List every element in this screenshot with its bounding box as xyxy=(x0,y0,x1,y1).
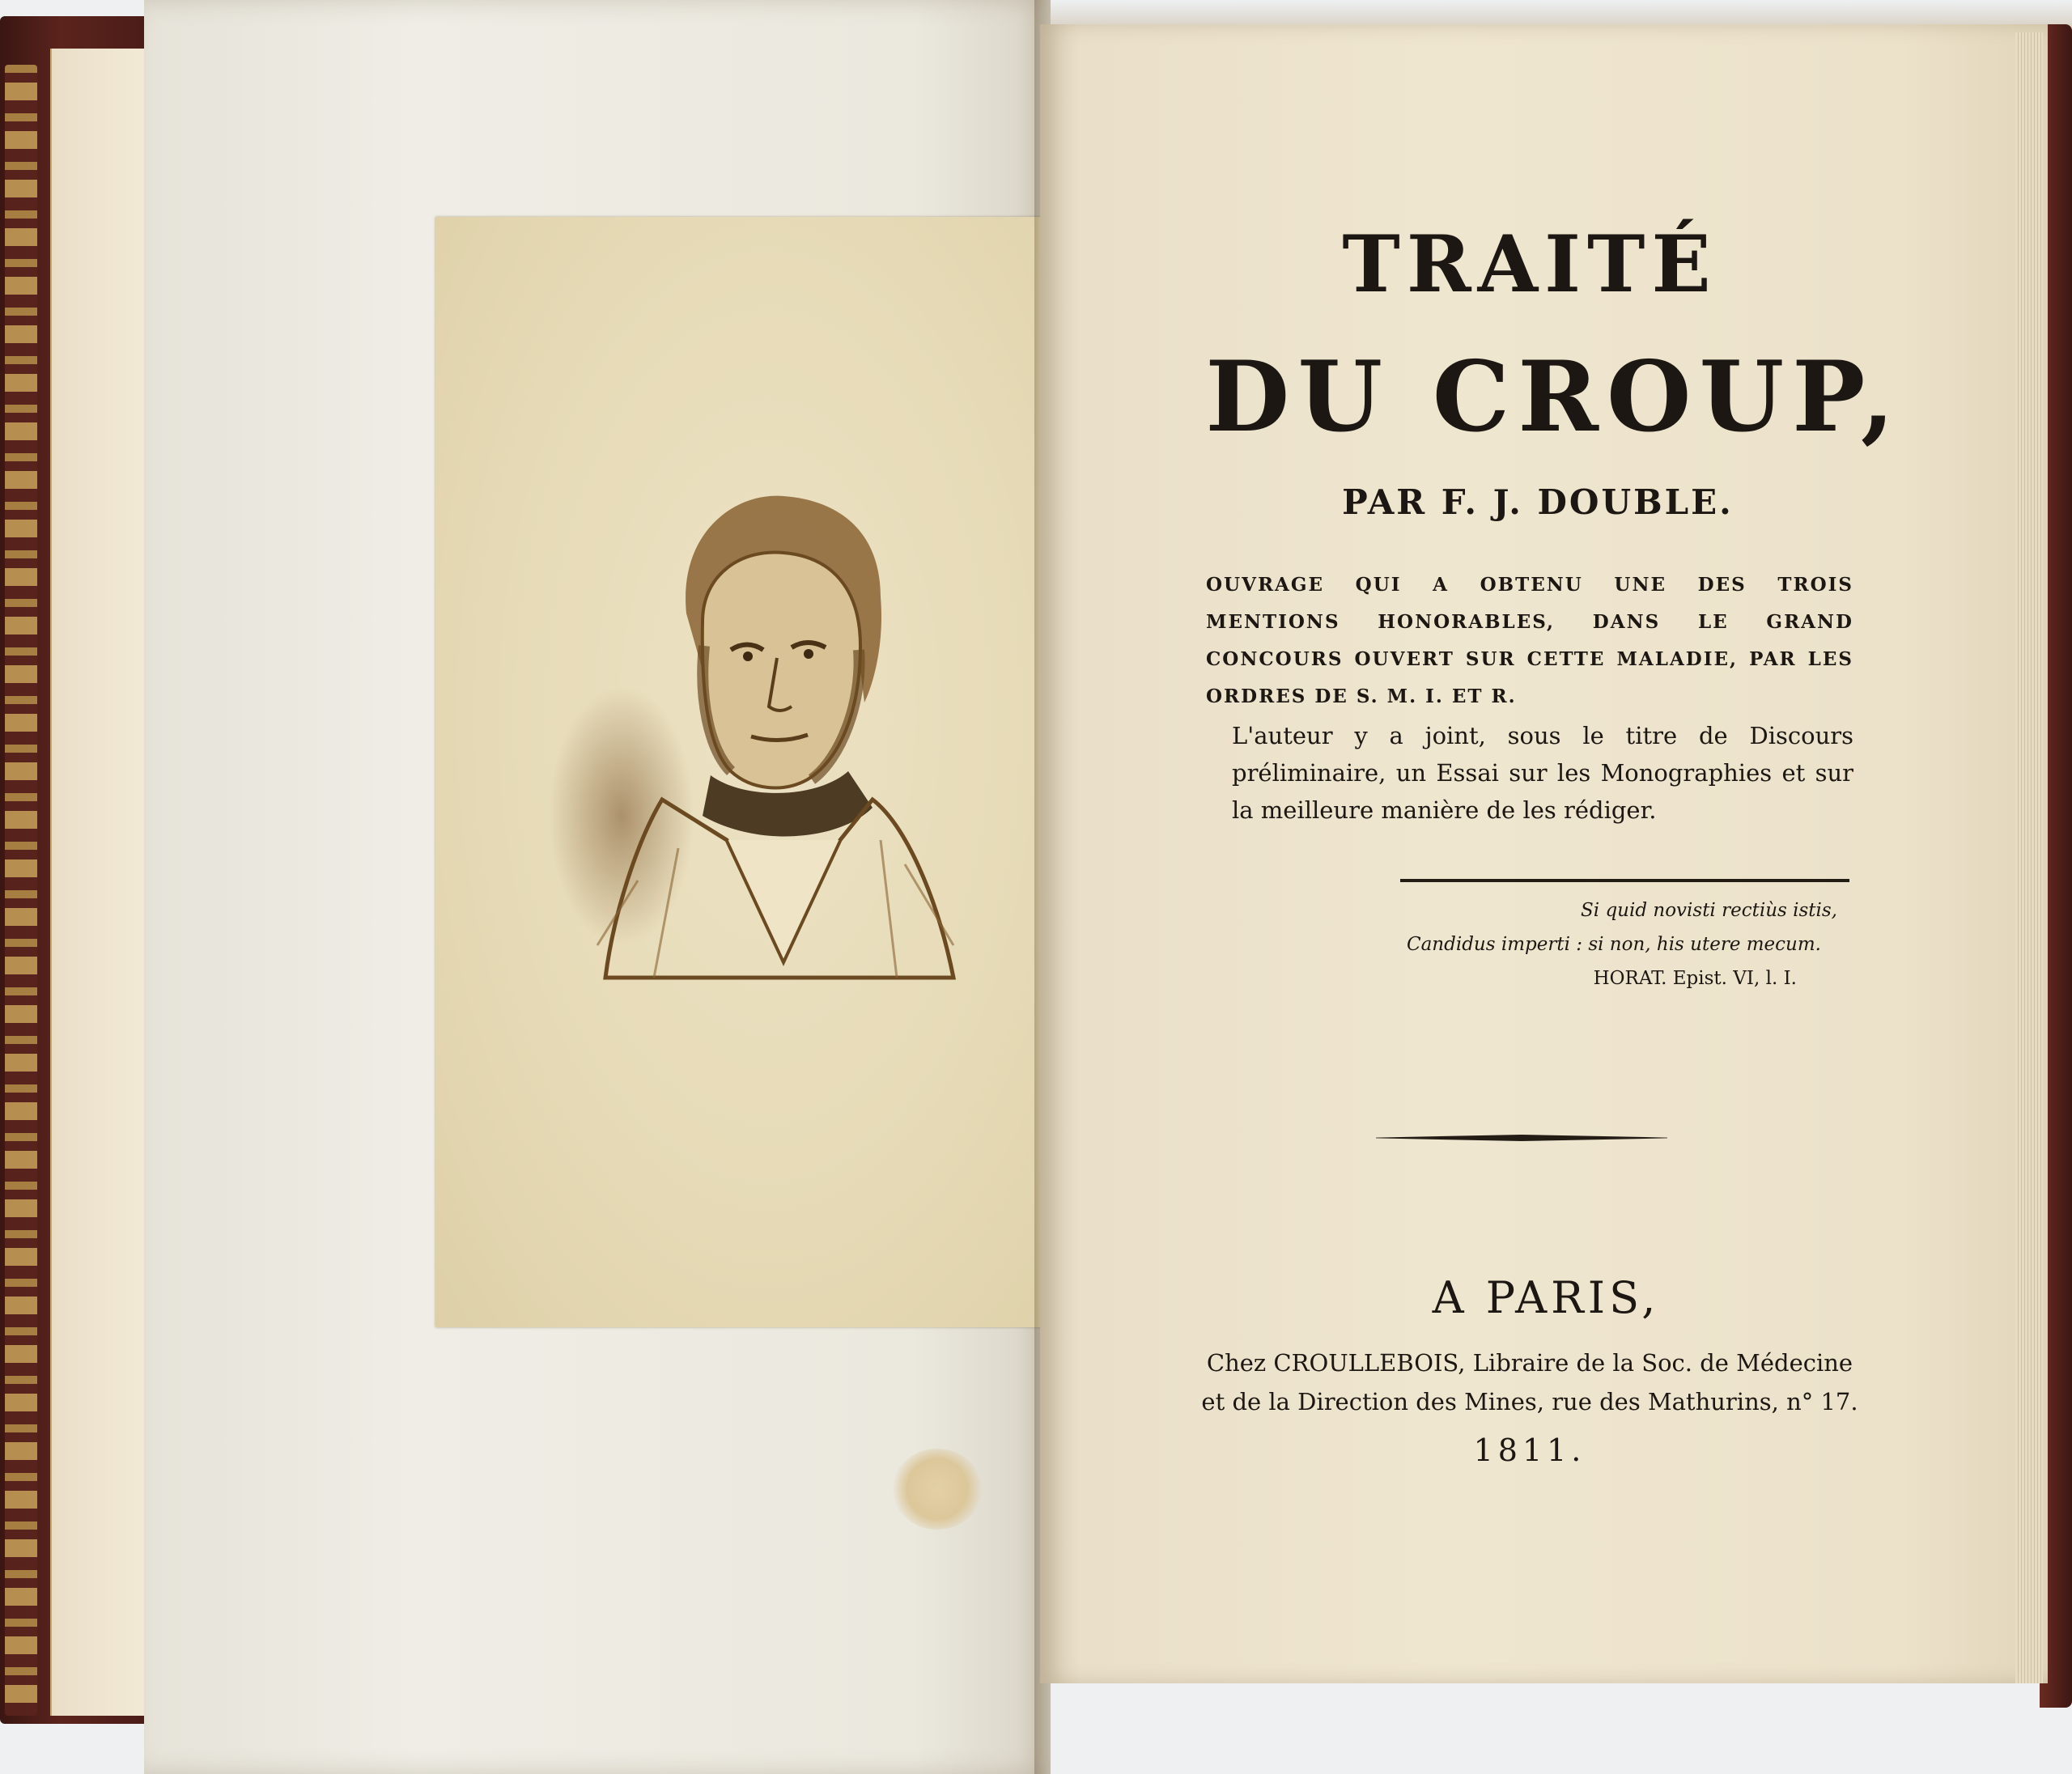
epigraph xyxy=(1368,893,1853,995)
epigraph-rule xyxy=(1400,879,1849,882)
title-line-2: DU CROUP, xyxy=(1205,340,1903,454)
imprint-publisher: Chez CROULLEBOIS, Libraire de la Soc. de Médecine et de la Direction des Mines, rue des Mathurins, n° 17. xyxy=(1201,1349,1858,1415)
epigraph-line-2: Candidus imperti : si non, his utere mecum. xyxy=(1407,934,1821,955)
portrait-card xyxy=(435,217,1099,1327)
author-portrait xyxy=(516,460,1034,1075)
epigraph-line-1: Si quid novisti rectiùs istis, xyxy=(1581,900,1837,921)
award-description: OUVRAGE QUI A OBTENU UNE DES TROIS MENTIONS HONORABLES, DANS LE GRAND CONCOURS OUVERT SUR CETTE MALADIE, PAR LES ORDRES DE S. M. I. ET R. xyxy=(1206,574,1853,707)
gilt-border-ornament xyxy=(5,65,37,1716)
frontispiece-page xyxy=(144,0,1051,1774)
author-line: PAR F. J. DOUBLE. xyxy=(1342,482,1734,522)
pastedown-endpaper xyxy=(50,49,149,1716)
preliminary-note: L'auteur y a joint, sous le titre de Discours préliminaire, un Essai sur les Monographies et sur la meilleure manière de les rédiger. xyxy=(1232,722,1853,824)
title-line-1: TRAITÉ xyxy=(1342,219,1717,310)
page-fore-edge xyxy=(2015,32,2043,1683)
book-cover-left xyxy=(0,16,154,1724)
imprint-place: A PARIS, xyxy=(1432,1272,1660,1323)
foxing-stain xyxy=(893,1449,982,1530)
imprint-year: 1811. xyxy=(1473,1432,1586,1468)
epigraph-source: HORAT. Epist. VI, l. I. xyxy=(1593,968,1797,989)
